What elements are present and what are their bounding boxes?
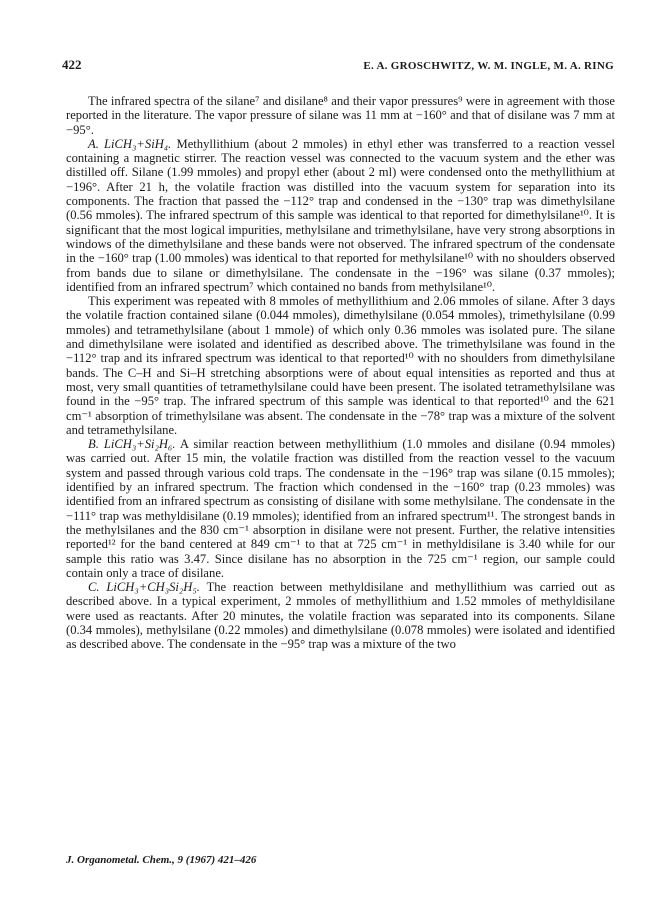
article-body	[66, 94, 615, 652]
paragraph-text: The reaction between methyldisilane and methyllithium was carried out as described above. In a typical experiment, 2 mmoles of methyllithium and 1.52 mmoles of methyldisilane were used as reactants. After 20 minutes, the volatile fraction was separated into its components. Silane (0.34 mmoles), methylsilane (0.22 mmoles) and dimethylsilane (0.078 mmoles) were isolated and identified as described above. The condensate in the −95° trap was a mixture of the two	[66, 580, 616, 652]
paragraph-section-c	[66, 580, 615, 651]
journal-citation: J. Organometal. Chem., 9 (1967) 421–426	[66, 854, 257, 866]
paragraph-section-b	[66, 437, 615, 580]
page-number: 422	[62, 57, 82, 72]
paragraph-text: A similar reaction between methyllithium (1.0 mmoles and disilane (0.94 mmoles) was carried out. After 15 min, the volatile fraction was distilled from the reaction vessel to the vacuum system and passed through various cold traps. The condensate in the −196° trap was silane (0.15 mmoles); identified by an infrared spectrum. The fraction which condensed in the −160° trap (0.23 mmoles) was identified from an infrared spectrum as consisting of disilane with some methylsilane. The condensate in the −111° trap was methyldisilane (0.19 mmoles); identified from an infrared spectrum¹¹. The strongest bands in the methylsilanes and the 830 cm⁻¹ absorption in disilane were not present. Further, the relative intensities reported¹² for the band centered at 849 cm⁻¹ to that at 725 cm⁻¹ in methyldisilane is 3.40 while for our sample this ratio was 3.47. Since disilane has no absorption in the 725 cm⁻¹ region, our sample could contain only a trace of disilane.	[66, 437, 615, 580]
section-heading: B. LiCH₃+Si₂H₆.	[88, 437, 176, 452]
running-head: E. A. GROSCHWITZ, W. M. INGLE, M. A. RING	[363, 60, 614, 72]
paragraph-intro	[66, 94, 615, 137]
section-heading: C. LiCH₃+CH₃Si₂H₅.	[88, 580, 200, 595]
paragraph-section-a	[66, 137, 615, 294]
paragraph-text: The infrared spectra of the silane⁷ and disilane⁸ and their vapor pressures⁹ were in agreement with those reported in the literature. The vapor pressure of silane was 11 mm at −160° and that of disilane was 7 mm at −95°.	[66, 94, 615, 137]
paragraph-repeat-experiment	[66, 294, 615, 437]
section-heading: A. LiCH₃+SiH₄.	[88, 136, 172, 151]
paragraph-text: Methyllithium (about 2 mmoles) in ethyl ether was transferred to a reaction vessel containing a magnetic stirrer. The reaction vessel was connected to the vacuum system and the ether was distilled off. Silane (1.99 mmoles) and propyl ether (about 2 ml) were condensed onto the methyllithium at −196°. After 21 h, the volatile fraction was distilled into the vacuum system for separation into its components. The fraction that passed the −112° trap and condensed in the −130° trap was dimethylsilane (0.56 mmoles). The infrared spectrum of this sample was identical to that reported for dimethylsilane¹⁰. It is significant that the most logical impurities, methylsilane and trimethylsilane, have very strong absorptions in windows of the dimethylsilane and these bands were not observed. The infrared spectrum of the condensate in the −160° trap (1.00 mmoles) was identical to that reported for methylsilane¹⁰ with no shoulders observed from bands due to silane or dimethylsilane. The condensate in the −196° was silane (0.37 mmoles); identified from an infrared spectrum⁷ which contained no bands from methylsilane¹⁰.	[66, 136, 615, 294]
paragraph-text: This experiment was repeated with 8 mmoles of methyllithium and 2.06 mmoles of silane. After 3 days the volatile fraction contained silane (0.044 mmoles), dimethylsilane (0.054 mmoles), trimethylsilane (0.99 mmoles) and tetramethylsilane (about 1 mmole) of which only 0.36 mmoles was isolated pure. The silane and dimethylsilane were isolated and identified as described above. The trimethylsilane was found in the −112° trap and its infrared spectrum was identical to that reported¹⁰ with no shoulders from dimethylsilane bands. The C–H and Si–H stretching absorptions were of about equal intensities as reported and thus at most, very small quantities of tetramethylsilane could have been present. The isolated tetramethylsilane was found in the −95° trap. The infrared spectrum of this sample was identical to that reported¹⁰ and the 621 cm⁻¹ absorption of trimethylsilane was absent. The condensate in the −78° trap was a mixture of the solvent and tetramethylsilane.	[66, 294, 615, 437]
